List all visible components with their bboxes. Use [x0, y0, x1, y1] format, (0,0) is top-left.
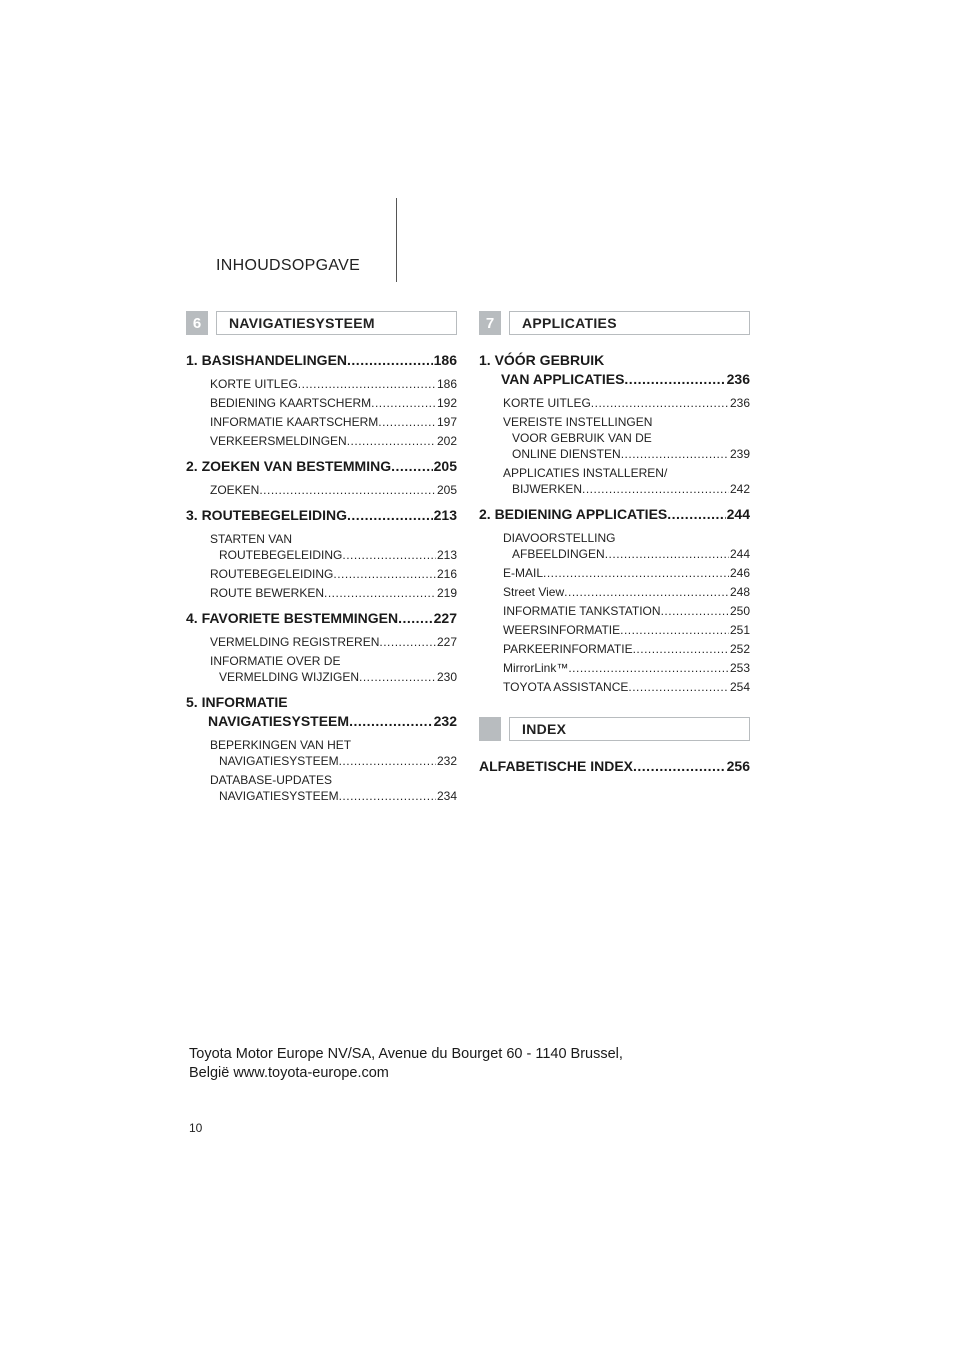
entry-link-title: KORTE UITLEG [503, 396, 591, 410]
chapter-link-title: 4. FAVORIETE BESTEMMINGEN [186, 610, 399, 626]
dot-leader [333, 566, 436, 582]
chapter-link-title: VAN APPLICATIES [501, 371, 625, 387]
dot-leader [591, 395, 729, 411]
entry-link-page: 242 [729, 482, 750, 496]
entry-link-title: ROUTEBEGELEIDING [210, 567, 334, 581]
section-number: 6 [186, 311, 208, 335]
entry-link[interactable] [186, 566, 457, 582]
entry-link-page: 244 [729, 547, 750, 561]
toc-column-left [186, 311, 457, 812]
chapter-link-page: 186 [433, 352, 457, 368]
entry-link-page: 250 [729, 604, 750, 618]
entry-link-title: ROUTEBEGELEIDING [219, 548, 343, 562]
entry-link[interactable] [479, 641, 750, 657]
entry-link-page: 227 [436, 635, 457, 649]
chapter-link-page: 236 [726, 371, 750, 387]
section-title: INDEX [509, 717, 750, 741]
entry-link-page: 254 [729, 680, 750, 694]
chapter-link-title: 2. ZOEKEN VAN BESTEMMING [186, 458, 392, 474]
page-number: 10 [189, 1121, 203, 1135]
chapter-link-title: ALFABETISCHE INDEX [479, 758, 634, 774]
entry-link[interactable] [479, 584, 750, 600]
dot-leader [347, 506, 433, 525]
entry-link-title: ROUTE BEWERKEN [210, 586, 325, 600]
entry-link[interactable] [186, 585, 457, 601]
chapter-link[interactable] [186, 609, 457, 628]
entry-link-title: DIAVOORSTELLING [503, 531, 616, 545]
chapter-link-page: 213 [433, 507, 457, 523]
chapter-link-title: NAVIGATIESYSTEEM [208, 713, 350, 729]
entry-link-page: 251 [729, 623, 750, 637]
dot-leader [633, 757, 726, 776]
chapter-link[interactable] [479, 351, 750, 389]
entry-link-page: 213 [436, 548, 457, 562]
entry-link-title: NAVIGATIESYSTEEM [219, 789, 339, 803]
entry-link-title: E-MAIL [503, 566, 544, 580]
entry-link-title: AFBEELDINGEN [512, 547, 605, 561]
dot-leader [398, 609, 433, 628]
entry-link-page: 252 [729, 642, 750, 656]
entry-link[interactable] [479, 622, 750, 638]
entry-list [186, 737, 457, 804]
dot-leader [667, 505, 725, 524]
dot-leader [391, 457, 433, 476]
dot-leader [621, 446, 729, 462]
dot-leader [628, 679, 729, 695]
entry-link-title: DATABASE-UPDATES [210, 773, 333, 787]
dot-leader [582, 481, 729, 497]
publisher-address: Toyota Motor Europe NV/SA, Avenue du Bourget 60 - 1140 Brussel, [189, 1046, 623, 1062]
entry-link[interactable] [186, 653, 457, 685]
chapter-link[interactable] [186, 351, 457, 370]
entry-link-page: 232 [436, 754, 457, 768]
entry-link-title: WEERSINFORMATIE [503, 623, 621, 637]
chapter-link-page: 256 [726, 758, 750, 774]
dot-leader [324, 585, 436, 601]
chapter-list [479, 351, 750, 695]
entry-link-page: 202 [436, 434, 457, 448]
entry-link-title: VOOR GEBRUIK VAN DE [512, 431, 652, 445]
entry-link-title: ZOEKEN [210, 483, 260, 497]
entry-link-title: MirrorLink™ [503, 661, 569, 675]
entry-link[interactable] [186, 376, 457, 392]
chapter-link-title: 1. BASISHANDELINGEN [186, 352, 348, 368]
dot-leader [371, 395, 436, 411]
dot-leader [568, 660, 729, 676]
entry-link-page: 192 [436, 396, 457, 410]
chapter-list [186, 351, 457, 804]
entry-link[interactable] [186, 634, 457, 650]
chapter-link[interactable] [186, 457, 457, 476]
dot-leader [259, 482, 436, 498]
entry-link[interactable] [479, 603, 750, 619]
dot-leader [543, 565, 729, 581]
dot-leader [349, 712, 433, 731]
entry-link-title: VERMELDING WIJZIGEN [219, 670, 360, 684]
entry-link-page: 205 [436, 483, 457, 497]
entry-link-title: KORTE UITLEG [210, 377, 298, 391]
entry-list [479, 395, 750, 497]
dot-leader [633, 641, 729, 657]
entry-link[interactable] [186, 414, 457, 430]
entry-link-page: 246 [729, 566, 750, 580]
entry-link-page: 236 [729, 396, 750, 410]
section-header-index [479, 717, 750, 741]
chapter-link-page: 244 [726, 506, 750, 522]
publisher-footer [189, 1045, 623, 1083]
entry-link[interactable] [479, 530, 750, 562]
section-title: NAVIGATIESYSTEEM [216, 311, 457, 335]
entry-link-title: VERMELDING REGISTREREN [210, 635, 380, 649]
chapter-link-page: 227 [433, 610, 457, 626]
chapter-link-title: 3. ROUTEBEGELEIDING [186, 507, 348, 523]
entry-link-page: 239 [729, 447, 750, 461]
chapter-link[interactable] [186, 693, 457, 731]
entry-link[interactable] [186, 772, 457, 804]
entry-link[interactable] [186, 395, 457, 411]
entry-link-page: 248 [729, 585, 750, 599]
entry-link-page: 234 [436, 789, 457, 803]
entry-link-title: INFORMATIE OVER DE [210, 654, 341, 668]
entry-link-title: BEPERKINGEN VAN HET [210, 738, 352, 752]
entry-link[interactable] [479, 660, 750, 676]
entry-link-page: 253 [729, 661, 750, 675]
entry-link-title: PARKEERINFORMATIE [503, 642, 633, 656]
dot-leader [339, 753, 436, 769]
entry-link-title: NAVIGATIESYSTEEM [219, 754, 339, 768]
entry-link[interactable] [186, 433, 457, 449]
dot-leader [661, 603, 729, 619]
dot-leader [359, 669, 436, 685]
chapter-link-page: 232 [433, 713, 457, 729]
entry-link[interactable] [479, 465, 750, 497]
entry-link-title: INFORMATIE KAARTSCHERM [210, 415, 379, 429]
entry-link[interactable] [479, 395, 750, 411]
entry-link[interactable] [479, 414, 750, 462]
entry-link-title: INFORMATIE TANKSTATION [503, 604, 661, 618]
entry-list [186, 634, 457, 685]
entry-list [186, 376, 457, 449]
chapter-link-page: 205 [433, 458, 457, 474]
chapter-link-title: 1. VÓÓR GEBRUIK [479, 352, 605, 368]
header-divider [396, 198, 397, 282]
entry-link-page: 230 [436, 670, 457, 684]
dot-leader [298, 376, 436, 392]
toc-column-right [479, 311, 750, 782]
publisher-country-url: België www.toyota-europe.com [189, 1065, 389, 1081]
entry-link-title: VEREISTE INSTELLINGEN [503, 415, 653, 429]
entry-link[interactable] [479, 679, 750, 695]
entry-link-title: TOYOTA ASSISTANCE [503, 680, 629, 694]
dot-leader [624, 370, 725, 389]
entry-link-title: VERKEERSMELDINGEN [210, 434, 347, 448]
entry-link-title: BIJWERKEN [512, 482, 583, 496]
section-header-navigation [186, 311, 457, 335]
dot-leader [347, 433, 436, 449]
dot-leader [342, 547, 436, 563]
entry-link-page: 197 [436, 415, 457, 429]
entry-list [479, 530, 750, 695]
section-number [479, 717, 501, 741]
chapter-link-title: 2. BEDIENING APPLICATIES [479, 506, 668, 522]
dot-leader [339, 788, 436, 804]
dot-leader [564, 584, 729, 600]
entry-link[interactable] [186, 531, 457, 563]
entry-link-title: BEDIENING KAARTSCHERM [210, 396, 372, 410]
entry-link-title: Street View [503, 585, 565, 599]
entry-list [186, 482, 457, 498]
index-chapter [479, 757, 750, 776]
dot-leader [620, 622, 729, 638]
chapter-link-title: 5. INFORMATIE [186, 694, 288, 710]
dot-leader [347, 351, 433, 370]
entry-link[interactable] [479, 565, 750, 581]
dot-leader [378, 414, 436, 430]
page-header-title: INHOUDSOPGAVE [216, 257, 361, 274]
section-header-applications [479, 311, 750, 335]
section-title: APPLICATIES [509, 311, 750, 335]
entry-link-page: 216 [436, 567, 457, 581]
dot-leader [605, 546, 729, 562]
entry-list [186, 531, 457, 601]
entry-link[interactable] [186, 737, 457, 769]
entry-link-title: ONLINE DIENSTEN [512, 447, 621, 461]
section-number: 7 [479, 311, 501, 335]
entry-link-title: APPLICATIES INSTALLEREN/ [503, 466, 668, 480]
chapter-link[interactable] [479, 505, 750, 524]
entry-link-page: 186 [436, 377, 457, 391]
entry-link[interactable] [186, 482, 457, 498]
entry-link-title: STARTEN VAN [210, 532, 293, 546]
dot-leader [379, 634, 436, 650]
chapter-link[interactable] [186, 506, 457, 525]
chapter-link[interactable] [479, 757, 750, 776]
entry-link-page: 219 [436, 586, 457, 600]
